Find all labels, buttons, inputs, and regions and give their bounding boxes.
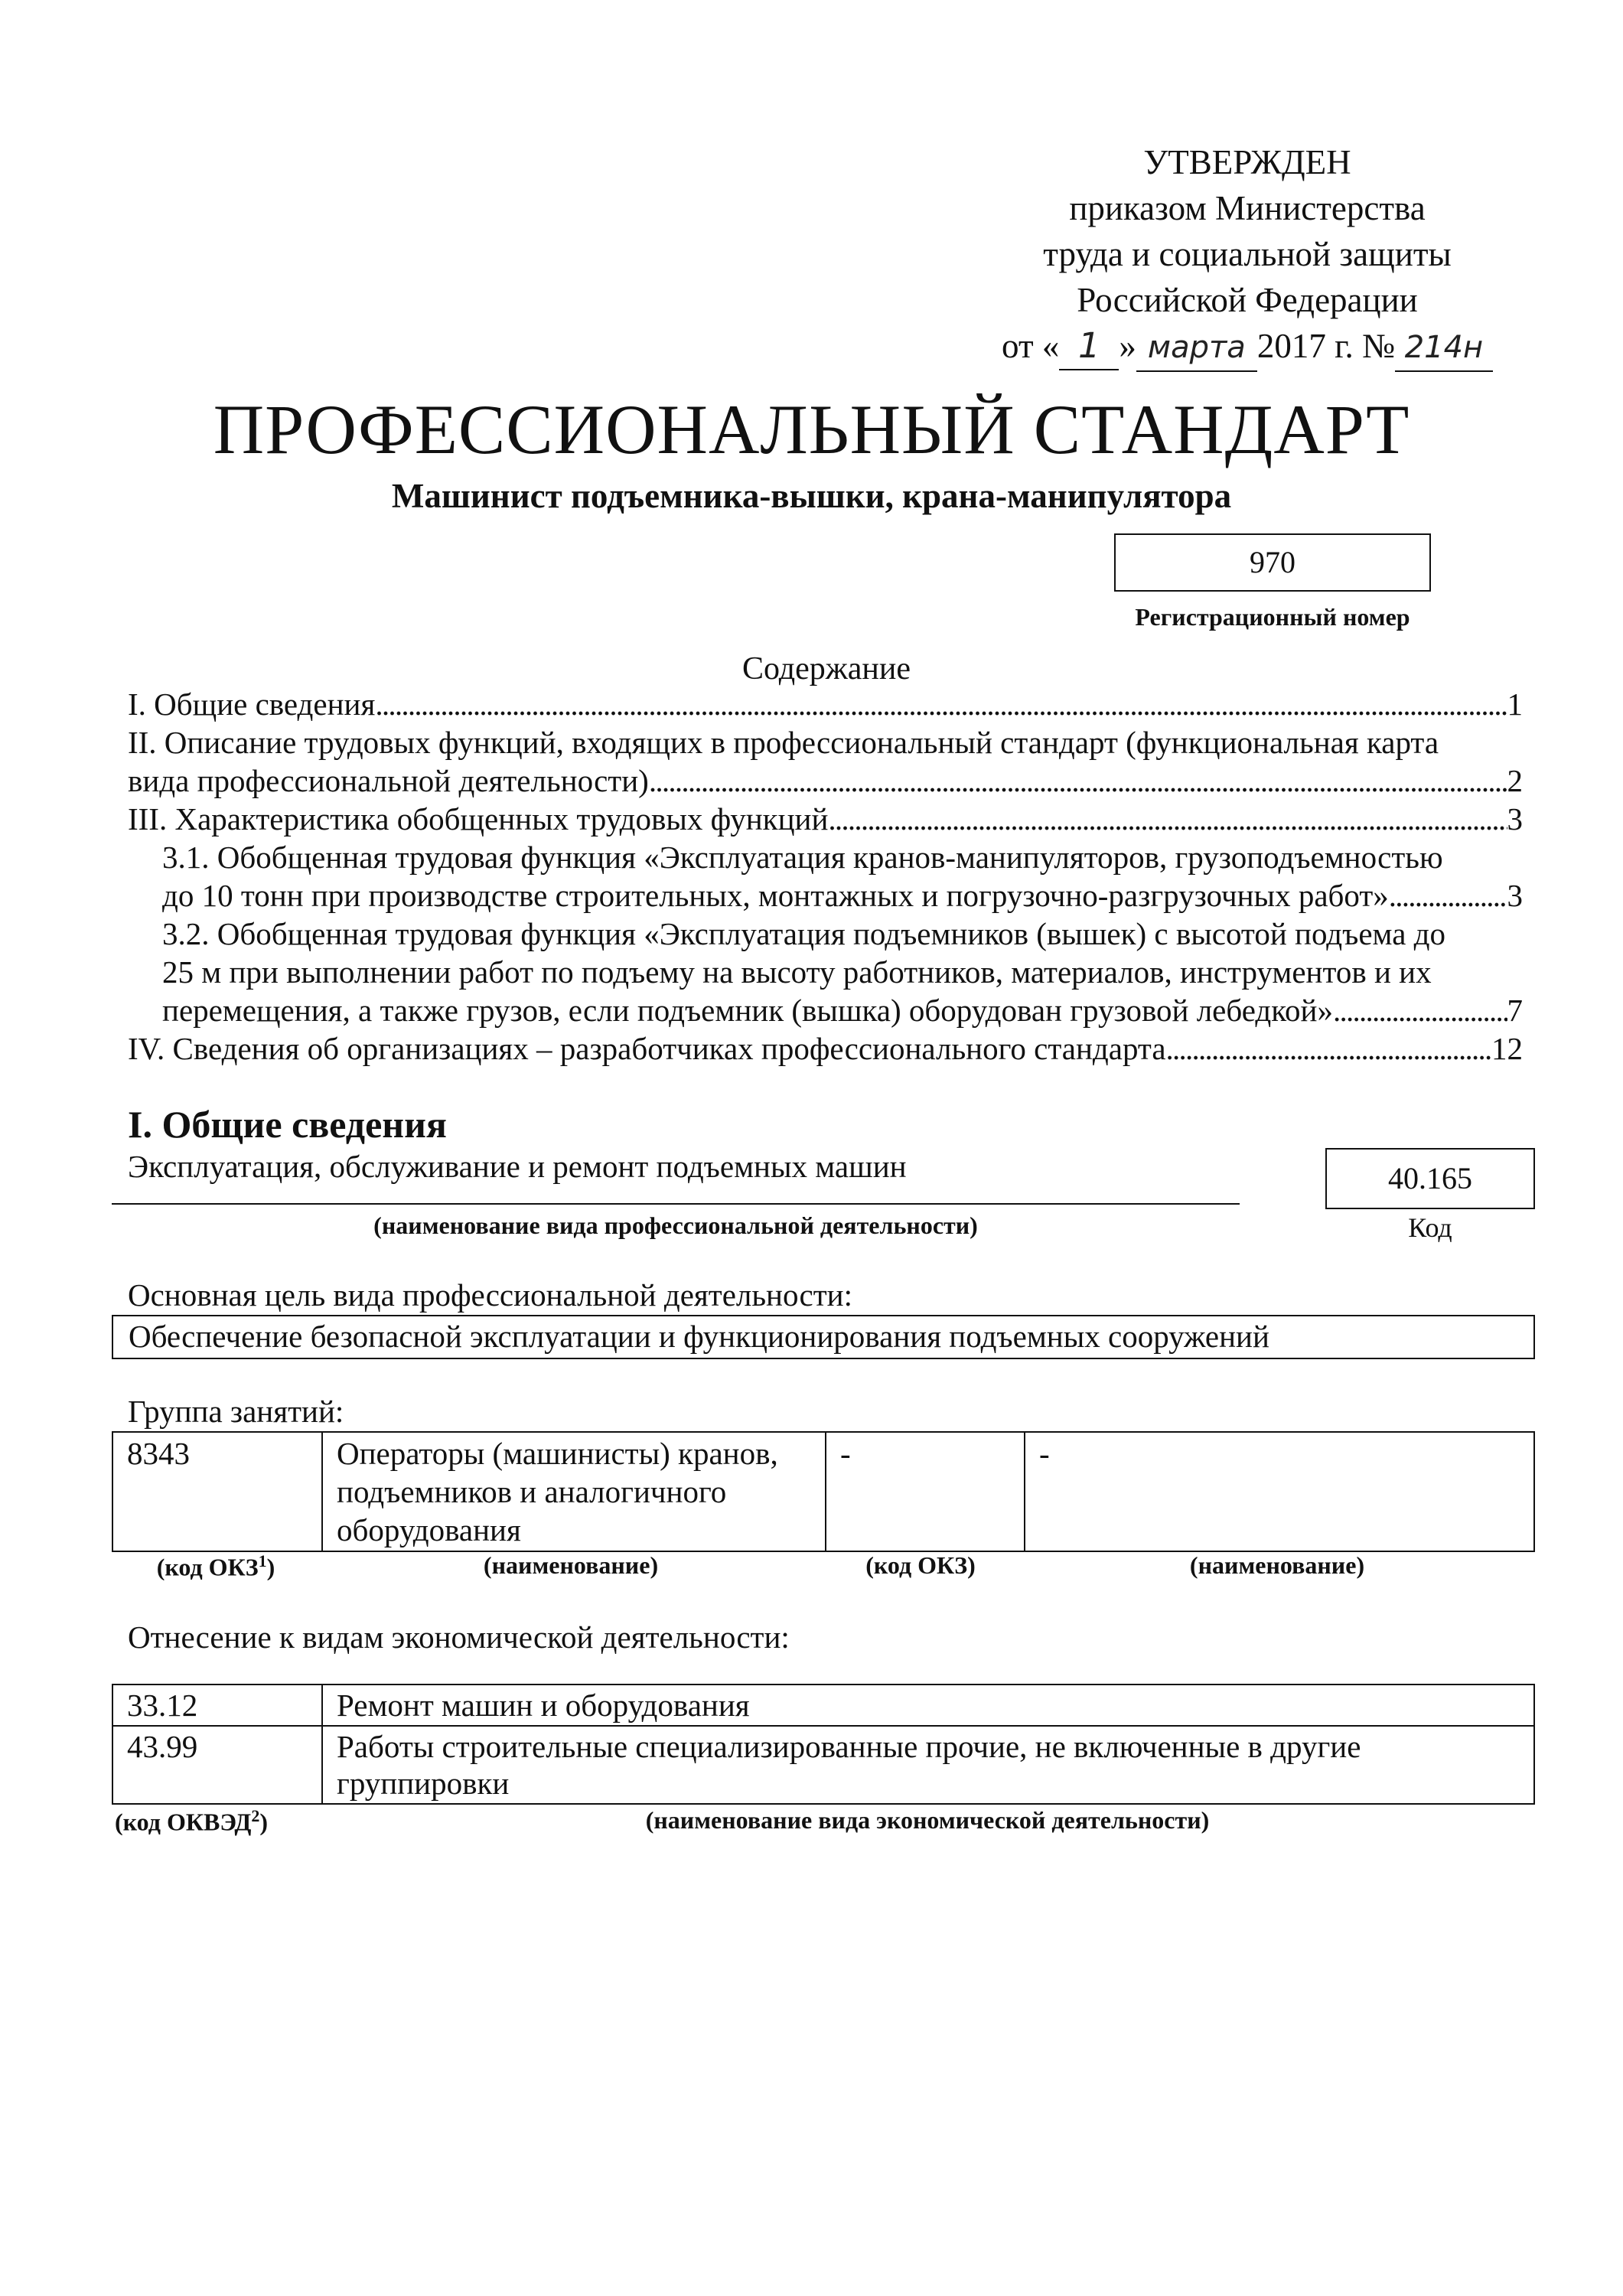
toc-entry-line: 3.2. Обобщенная трудовая функция «Эксплуатация подъемников (вышек) с высотой подъема до — [162, 916, 1445, 951]
occupation-group-table — [112, 1431, 1535, 1552]
toc-entry — [128, 685, 1523, 723]
caption-text: (код ОКВЭД — [115, 1808, 252, 1836]
footnote-mark: 2 — [251, 1806, 260, 1825]
handwritten-day: 1 — [1059, 323, 1119, 370]
activity-caption: (наименование вида профессиональной деятельности) — [373, 1212, 978, 1239]
toc-entry-page: 3 — [1507, 801, 1523, 837]
toc-entry-text: перемещения, а также грузов, если подъемник (вышка) оборудован грузовой лебедкой» — [162, 993, 1333, 1028]
toc-title: Содержание — [741, 651, 911, 687]
section-title: I. Общие сведения — [128, 1103, 447, 1146]
page-title: ПРОФЕССИОНАЛЬНЫЙ СТАНДАРТ — [213, 390, 1410, 468]
toc-leader-dots — [1389, 876, 1507, 915]
group-caption-code1: (код ОКЗ$^1$) — [156, 1551, 275, 1581]
toc-entry-text: I. Общие сведения — [128, 687, 376, 722]
handwritten-order-number: 214н — [1395, 325, 1493, 372]
toc-leader-dots — [375, 685, 1507, 723]
toc-entry-page: 12 — [1491, 1031, 1523, 1066]
toc-leader-dots — [828, 800, 1507, 838]
table-of-contents — [128, 685, 1523, 1068]
page-subtitle: Машинист подъемника-вышки, крана-манипулятора — [391, 477, 1232, 515]
toc-leader-dots — [1333, 991, 1507, 1029]
handwritten-month: марта — [1136, 325, 1257, 372]
toc-entry-text: до 10 тонн при производстве строительных, монтажных и погрузочно-разгрузочных работ» — [162, 878, 1389, 913]
approval-title: УТВЕРЖДЕН — [1143, 143, 1351, 181]
toc-entry — [128, 991, 1523, 1029]
toc-entry — [128, 800, 1523, 838]
toc-entry-line: 25 м при выполнении работ по подъему на высоту работников, материалов, инструментов и их — [162, 954, 1432, 990]
okz-code-cell-2: - — [826, 1432, 1025, 1551]
toc-entry-page: 1 — [1507, 687, 1523, 722]
table-row — [112, 1684, 1534, 1726]
table-row — [112, 1432, 1534, 1551]
okz-name-cell-2: - — [1025, 1432, 1534, 1551]
toc-entry — [128, 1029, 1523, 1068]
toc-entry — [128, 876, 1523, 915]
approval-line-3: труда и социальной защиты — [1043, 235, 1452, 273]
goal-label: Основная цель вида профессиональной деятельности: — [128, 1277, 852, 1313]
footnote-mark: 1 — [258, 1551, 267, 1570]
approval-block — [949, 139, 1546, 372]
date-year: 2017 г. № — [1256, 327, 1395, 365]
toc-entry-page: 2 — [1507, 763, 1523, 798]
okved-name-cell: Ремонт машин и оборудования — [322, 1684, 1534, 1726]
approval-line-2: приказом Министерства — [1069, 189, 1426, 227]
toc-entry-text: III. Характеристика обобщенных трудовых функций — [128, 801, 829, 837]
approval-line-4: Российской Федерации — [1077, 281, 1418, 319]
okz-name-cell: Операторы (машинисты) кранов, подъемников и аналогичного оборудования — [322, 1432, 826, 1551]
okz-code-cell: 8343 — [112, 1432, 322, 1551]
activity-code-caption: Код — [1408, 1212, 1452, 1243]
date-mid: » — [1119, 327, 1136, 365]
toc-leader-dots — [1166, 1029, 1491, 1068]
toc-entry-text: вида профессиональной деятельности) — [128, 763, 649, 798]
econ-activity-table — [112, 1684, 1535, 1805]
approval-date-line — [949, 323, 1546, 372]
toc-entry — [128, 762, 1523, 800]
registration-number-label: Регистрационный номер — [1135, 603, 1410, 631]
econ-activity-label: Отнесение к видам экономической деятельности: — [128, 1619, 790, 1655]
toc-entry-line: II. Описание трудовых функций, входящих в профессиональный стандарт (функциональная карта — [128, 725, 1439, 760]
activity-name: Эксплуатация, обслуживание и ремонт подъемных машин — [128, 1149, 907, 1184]
activity-underline — [112, 1203, 1240, 1205]
toc-entry-text: IV. Сведения об организациях – разработчиках профессионального стандарта — [128, 1031, 1166, 1066]
okved-name-cell: Работы строительные специализированные прочие, не включенные в другие группировки — [322, 1726, 1534, 1804]
toc-entry-page: 3 — [1507, 878, 1523, 913]
okved-code-cell: 33.12 — [112, 1684, 322, 1726]
toc-entry-page: 7 — [1507, 993, 1523, 1028]
group-label: Группа занятий: — [128, 1394, 344, 1429]
goal-box: Обеспечение безопасной эксплуатации и функционирования подъемных сооружений — [112, 1315, 1535, 1359]
caption-text: (код ОКЗ — [156, 1553, 259, 1581]
date-prefix: от « — [1002, 327, 1060, 365]
toc-entry-line: 3.1. Обобщенная трудовая функция «Эксплуатация кранов-манипуляторов, грузоподъемностью — [162, 840, 1443, 875]
table-row — [112, 1726, 1534, 1804]
group-caption-name2: (наименование) — [1189, 1551, 1365, 1579]
group-caption-name1: (наименование) — [483, 1551, 659, 1579]
econ-caption-code: (код ОКВЭД$^2$) — [115, 1806, 269, 1836]
toc-leader-dots — [649, 762, 1507, 800]
econ-caption-name: (наименование вида экономической деятельности) — [645, 1806, 1210, 1834]
group-caption-code2: (код ОКЗ) — [865, 1551, 976, 1579]
activity-code-box: 40.165 — [1325, 1148, 1535, 1209]
okved-code-cell: 43.99 — [112, 1726, 322, 1804]
registration-number-box: 970 — [1114, 533, 1431, 592]
